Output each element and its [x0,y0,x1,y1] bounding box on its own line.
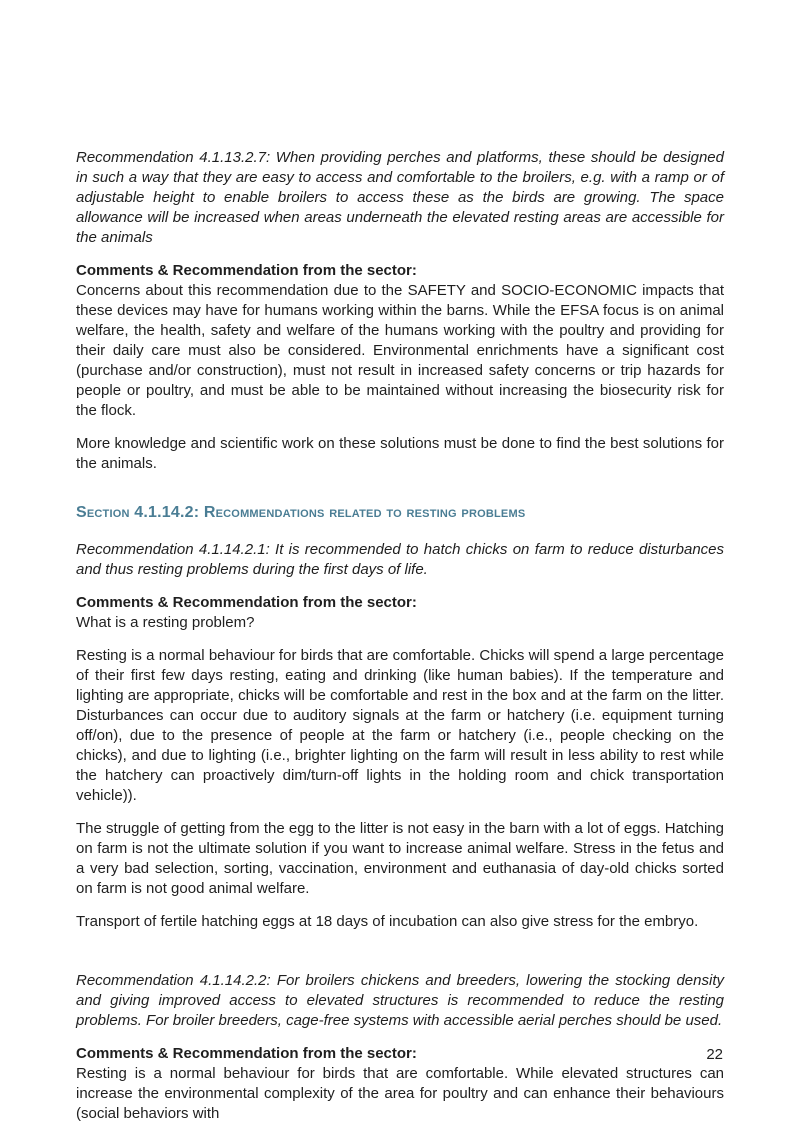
vertical-spacer [76,945,724,971]
comments-heading: Comments & Recommendation from the sector: [76,1045,417,1062]
recommendation-4-1-14-2-1: Recommendation 4.1.14.2.1: It is recommended to hatch chicks on farm to reduce disturbances and thus resting problems during the first days of life. [76,541,724,578]
comments-paragraph: Resting is a normal behaviour for birds that are comfortable. Chicks will spend a large percentage of their first few days resting, eating and drinking (like human babies). If the temperature and lighting are appropriate, chicks will be comfortable and rest in the box and at the farm on the litter. Disturbances can occur due to auditory signals at the farm or hatchery (i.e. equipment turning off/on), due to the presence of people at the farm or hatchery (i.e., people checking on the chicks), and due to lighting (i.e., brighter lighting on the farm will result in less ability to rest while the hatchery can proactively dim/turn-off lights in the holding room and chick transportation vehicle)). [76,647,724,804]
comments-paragraph: More knowledge and scientific work on these solutions must be done to find the best solutions for the animals. [76,435,724,472]
page-content [76,148,724,1131]
section-heading-4-1-14-2: Section 4.1.14.2: Recommendations related to resting problems [76,504,526,521]
comments-heading: Comments & Recommendation from the sector: [76,262,417,279]
comments-question: What is a resting problem? [76,614,255,631]
comments-block-4-1-14-2-2 [76,1044,724,1124]
comments-block-4-1-13-2-7 [76,261,724,421]
comments-paragraph: Concerns about this recommendation due to the SAFETY and SOCIO-ECONOMIC impacts that these devices may have for humans working within the barns. While the EFSA focus is on animal welfare, the health, safety and welfare of the humans working with the poultry and providing for their daily care must also be considered. Environmental enrichments have a significant cost (purchase and/or construction), must not result in increased safety concerns or trip hazards for people or poultry, and must be able to be maintained without increasing the biosecurity risk for the flock. [76,282,724,419]
comments-paragraph: Transport of fertile hatching eggs at 18 days of incubation can also give stress for the embryo. [76,913,699,930]
comments-block-4-1-14-2-1 [76,593,724,633]
comments-heading: Comments & Recommendation from the sector: [76,594,417,611]
recommendation-4-1-14-2-2: Recommendation 4.1.14.2.2: For broilers chickens and breeders, lowering the stocking density and giving improved access to elevated structures is recommended to reduce the resting problems. For broiler breeders, cage-free systems with accessible aerial perches should be used. [76,972,724,1029]
comments-paragraph: The struggle of getting from the egg to the litter is not easy in the barn with a lot of eggs. Hatching on farm is not the ultimate solution if you want to increase animal welfare. Stress in the fetus and a very bad selection, sorting, vaccination, environment and euthanasia of day-old chicks sorted on farm is not good animal welfare. [76,820,724,897]
comments-paragraph: Resting is a normal behaviour for birds that are comfortable. While elevated structures can increase the environmental complexity of the area for poultry and can enhance their behaviours (social behaviors with [76,1065,724,1122]
recommendation-4-1-13-2-7: Recommendation 4.1.13.2.7: When providing perches and platforms, these should be designed in such a way that they are easy to access and comfortable to the broilers, e.g. with a ramp or of adjustable height to enable broilers to access these as the birds are growing. The space allowance will be increased when areas underneath the elevated resting areas are accessible for the animals [76,149,724,246]
page-number: 22 [706,1046,723,1063]
